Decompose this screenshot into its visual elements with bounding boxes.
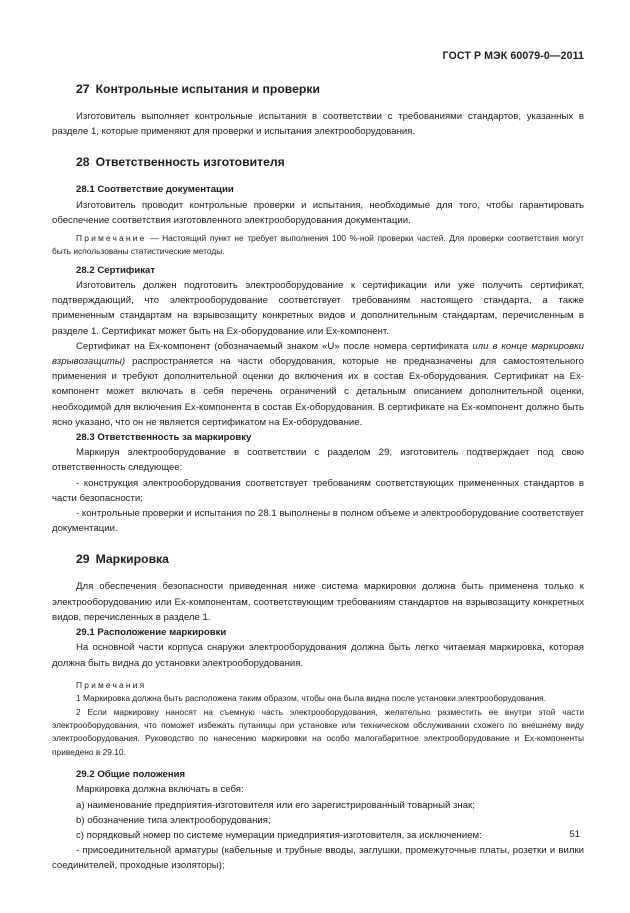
subsection-28-1-note: Примечание — Настоящий пункт не требует выполнения 100 %-ной проверки частей. Для проверки соответствия могут быть использованы статистические методы.: [52, 233, 584, 257]
page-header: ГОСТ Р МЭК 60079-0—2011: [442, 50, 584, 62]
subsection-28-3-paragraph-1: Маркируя электрооборудование в соответствии с разделом 29, изготовитель подтверждает под свою ответственность следующее:: [52, 447, 584, 474]
subsection-29-1-note-2: 2 Если маркировку наносят на съемную часть электрооборудования, желательно разместить ее внутри этой части электрооборудования, что поможет избежать путаницы при установке или техническом обслуживании схожего по внешнему виду электрооборудования. Руководство по нанесению маркировки на особо малогабаритное электрооборудование и Ех-компоненты приведено в 29.10.: [52, 706, 584, 757]
subsection-28-3-item-1: - конструкция электрооборудования соответствует требованиям соответствующих примененных стандартов в части безопасности;: [52, 477, 584, 504]
subsection-28-1-paragraph: Изготовитель проводит контрольные проверки и испытания, необходимые для того, чтобы гарантировать обеспечение соответствия изготовленного электрооборудования документации.: [52, 199, 584, 226]
subsection-29-2-title: 29.2 Общие положения: [76, 769, 186, 781]
subsection-29-1-note-1: 1 Маркировка должна быть расположена таким образом, чтобы она была видна после установки электрооборудования.: [76, 693, 547, 704]
section-29-paragraph: Для обеспечения безопасности приведенная ниже система маркировки должна быть применена только к электрооборудованию или Ех-компонентам, соответствующим требованиям стандартов на взрывозащиту конкретных видов, перечисленных в разделе 1.: [52, 581, 584, 623]
section-29-heading: 29 Маркировка: [76, 552, 169, 567]
page-content: [52, 80, 584, 874]
subsection-29-2-item-a: a) наименование предприятия-изготовителя или его зарегистрированный товарный знак;: [76, 799, 475, 811]
subsection-29-1-paragraph: На основной части корпуса снаружи электрооборудования должна быть легко читаемая маркировка, которая должна быть видна до установки электрооборудования.: [52, 642, 584, 669]
subsection-28-2-paragraph-2: Сертификат на Ех-компонент (обозначаемый знаком «U» после номера сертификата или в конце маркировки взрывозащиты) распространяется на части оборудования, которые не предназначены для самостоятельного применения и требуют дополнительной оценки до включения их в состав Ех-оборудования. Сертификат на Ех-компонент может включать в себя перечень ограничений с детальным описанием дополнительной оценки, необходимой для включения Ех-компонента в состав Ех-оборудования. В сертификате на Ех-компонент должно быть ясно указано, что он не является сертификатом на Ех-оборудование.: [52, 340, 584, 428]
subsection-29-1-notes-label: Примечания: [76, 679, 147, 690]
subsection-28-2-paragraph-1: Изготовитель должен подготовить электрооборудование к сертификации или уже получить сертификат, подтверждающий, что электрооборудование соответствует требованиям настоящего стандарта, а также примененным стандартам на взрывозащиту конкретных видов и дополнительным стандартам, перечисленным в разделе 1. Сертификат может быть на Ех-оборудование или Ех-компонент.: [52, 280, 584, 337]
section-28-heading: 28 Ответственность изготовителя: [76, 155, 285, 170]
subsection-28-1-title: 28.1 Соответствие документации: [76, 184, 234, 196]
subsection-28-3-item-2: - контрольные проверки и испытания по 28.1 выполнены в полном объеме и электрооборудование соответствует документации.: [52, 508, 584, 535]
section-27-paragraph: Изготовитель выполняет контрольные испытания в соответствии с требованиями стандартов, указанных в разделе 1, которые применяют для проверки и испытания электрооборудования.: [52, 111, 584, 138]
subsection-28-3-title: 28.3 Ответственность за маркировку: [76, 432, 252, 444]
subsection-29-2-item-b: b) обозначение типа электрооборудования;: [76, 814, 271, 826]
subsection-28-2-title: 28.2 Сертификат: [76, 264, 156, 276]
page-number: 51: [569, 829, 580, 840]
subsection-29-2-intro: Маркировка должна включать в себя:: [76, 784, 244, 796]
section-27-heading: 27 Контрольные испытания и проверки: [76, 82, 320, 96]
subsection-29-2-item-c: c) порядковый номер по системе нумерации приедприятия-изготовителя, за исключением:: [76, 829, 482, 841]
subsection-29-1-title: 29.1 Расположение маркировки: [76, 627, 227, 639]
subsection-29-2-item-d: - присоединительной арматуры (кабельные и трубные вводы, заглушки, промежуточные платы, розетки и вилки соединителей, проходные изоляторы);: [52, 845, 584, 872]
